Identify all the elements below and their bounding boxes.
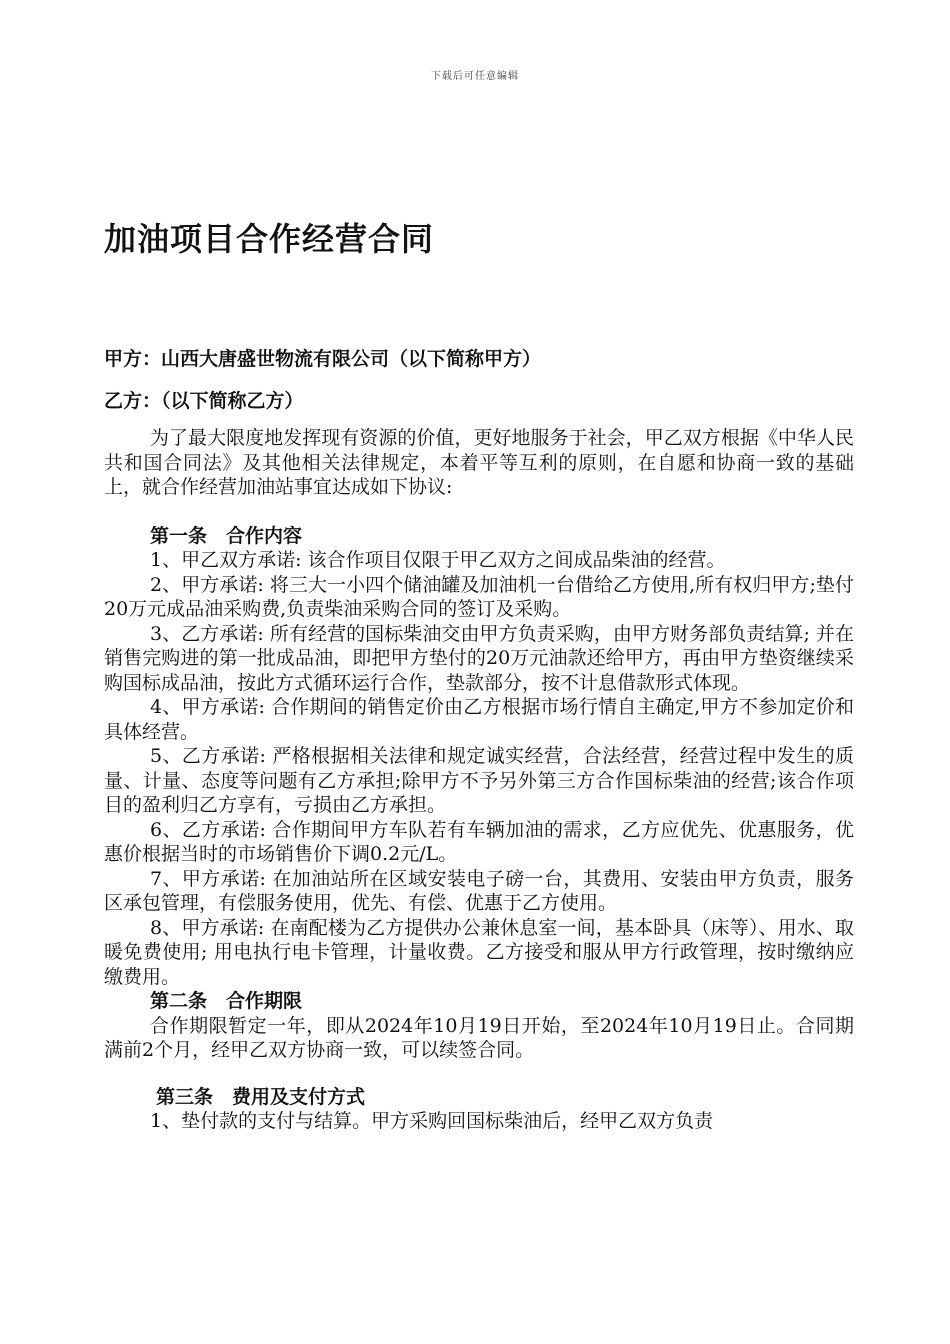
spacer: [104, 500, 854, 524]
article-3-text: 1、垫付款的支付与结算。甲方采购回国标柴油后，经甲乙双方负责: [150, 1110, 714, 1132]
article-3-heading: 第三条 费用及支付方式: [156, 1085, 366, 1108]
article-2-heading: 第二条 合作期限: [150, 990, 303, 1012]
article-1-item-5: 5、乙方承诺: 严格根据相关法律和规定诚实经营，合法经营，经营过程中发生的质量、计量、态度等问题有乙方承担;除甲方不予另外第三方合作国标柴油的经营;该合作项目的盈利归乙方享有，亏损由乙方承担。: [104, 745, 854, 816]
contract-body: [104, 426, 854, 1134]
article-1-item-2: 2、甲方承诺: 将三大一小四个储油罐及加油机一台借给乙方使用,所有权归甲方;垫付20万元成品油采购费,负责柴油采购合同的签订及采购。: [104, 573, 854, 620]
party-b-line: 乙方：（以下简称乙方）: [104, 390, 304, 412]
header-note: 下载后可任意编辑: [431, 71, 519, 82]
article-1-item-8: 8、甲方承诺: 在南配楼为乙方提供办公兼休息室一间，基本卧具（床等）、用水、取暖免费使用; 用电执行电卡管理，计量收费。乙方接受和服从甲方行政管理，按时缴纳应缴费用。: [104, 916, 854, 988]
article-1-heading: 第一条 合作内容: [150, 524, 303, 547]
article-1-item-1: 1、甲乙双方承诺: 该合作项目仅限于甲乙双方之间成品柴油的经营。: [150, 549, 726, 571]
contract-title: 加油项目合作经营合同: [104, 220, 435, 258]
article-2-text: 合作期限暂定一年，即从2024年10月19日开始，至2024年10月19日止。合同期满前2个月，经甲乙双方协商一致，可以续签合同。: [104, 1014, 854, 1061]
article-1-item-4: 4、甲方承诺: 合作期间的销售定价由乙方根据市场行情自主确定,甲方不参加定价和具体经营。: [104, 696, 854, 743]
article-1-item-3: 3、乙方承诺: 所有经营的国标柴油交由甲方负责采购，由甲方财务部负责结算; 并在销售完购进的第一批成品油，即把甲方垫付的20万元油款还给甲方，再由甲方垫资继续采购国标成品油，按此方式循环运行合作，垫款部分，按不计息借款形式体现。: [104, 622, 854, 694]
intro-paragraph: 为了最大限度地发挥现有资源的价值，更好地服务于社会，甲乙双方根据《中华人民共和国合同法》及其他相关法律规定，本着平等互利的原则，在自愿和协商一致的基础上，就合作经营加油站事宜达成如下协议:: [104, 427, 854, 498]
party-a-line: 甲方：山西大唐盛世物流有限公司（以下简称甲方）: [104, 348, 542, 370]
article-1-item-7: 7、甲方承诺: 在加油站所在区域安装电子磅一台，其费用、安装由甲方负责，服务区承包管理，有偿服务使用，优先、有偿、优惠于乙方使用。: [104, 867, 854, 914]
article-1-item-6: 6、乙方承诺: 合作期间甲方车队若有车辆加油的需求，乙方应优先、优惠服务，优惠价根据当时的市场销售价下调0.2元/L。: [104, 818, 854, 865]
